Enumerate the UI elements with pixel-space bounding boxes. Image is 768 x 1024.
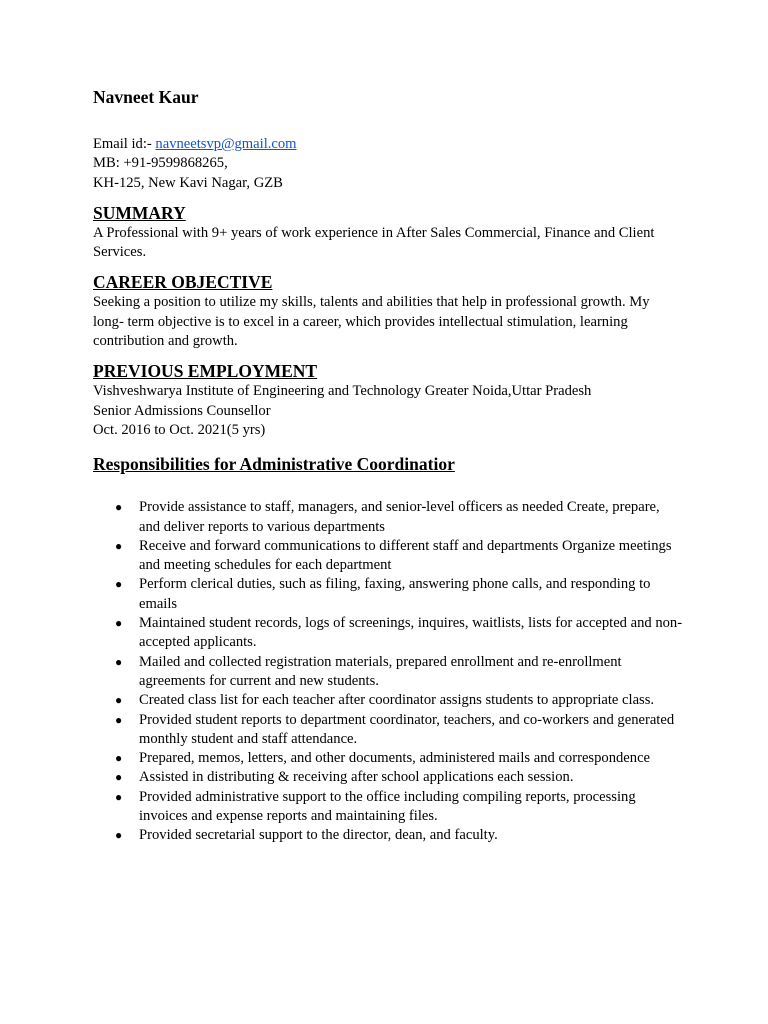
list-item-text: Receive and forward communications to different staff and departments Organize meetings and meeting schedules for each department (139, 537, 672, 574)
bullet-icon: ● (115, 789, 123, 804)
list-item-text: Prepared, memos, letters, and other documents, administered mails and correspondence (139, 750, 651, 767)
list-item (93, 498, 683, 537)
email-line (93, 135, 683, 154)
contact-block (93, 135, 683, 193)
candidate-name: Navneet Kaur (93, 87, 199, 107)
list-item (93, 711, 683, 750)
list-item (93, 614, 683, 653)
career-objective-heading: CAREER OBJECTIVE (93, 272, 273, 293)
address: KH-125, New Kavi Nagar, GZB (93, 174, 283, 191)
employer-name: Vishveshwarya Institute of Engineering and Technology Greater Noida,Uttar Pradesh (93, 383, 592, 400)
list-item (93, 537, 683, 576)
bullet-icon: ● (115, 828, 123, 843)
bullet-icon: ● (115, 616, 123, 631)
email-label: Email id:- (93, 136, 156, 152)
list-item (93, 749, 683, 768)
bullet-icon: ● (115, 654, 123, 669)
list-item (93, 788, 683, 827)
list-item (93, 826, 683, 845)
list-item (93, 691, 683, 710)
list-item-text: Provided secretarial support to the director, dean, and faculty. (139, 827, 498, 844)
list-item-text: Provided student reports to department coordinator, teachers, and co-workers and generated monthly student and staff attendance. (139, 711, 675, 747)
summary-text: A Professional with 9+ years of work experience in After Sales Commercial, Finance and Client Services. (93, 224, 655, 261)
list-item (93, 768, 683, 787)
bullet-icon: ● (115, 577, 123, 592)
job-role: Senior Admissions Counsellor (93, 402, 271, 419)
bullet-icon: ● (115, 751, 123, 766)
bullet-icon: ● (115, 693, 123, 708)
list-item (93, 653, 683, 692)
resume-document (93, 86, 683, 846)
responsibilities-list (93, 498, 683, 845)
bullet-icon: ● (115, 770, 123, 785)
bullet-icon: ● (115, 538, 123, 553)
list-item-text: Maintained student records, logs of screenings, inquires, waitlists, lists for accepted and non-accepted applicants. (139, 615, 683, 651)
bullet-icon: ● (115, 500, 123, 515)
summary-heading: SUMMARY (93, 202, 186, 223)
mobile-number: MB: +91-9599868265, (93, 155, 228, 172)
list-item-text: Mailed and collected registration materials, prepared enrollment and re-enrollment agreements for current and new students. (139, 653, 622, 689)
list-item-text: Provide assistance to staff, managers, and senior-level officers as needed Create, prepare, and deliver reports to various departments (139, 499, 660, 535)
list-item-text: Provided administrative support to the office including compiling reports, processing invoices and expense reports and maintaining files. (139, 788, 636, 825)
previous-employment-heading: PREVIOUS EMPLOYMENT (93, 361, 318, 382)
list-item-text: Assisted in distributing & receiving after school applications each session. (139, 769, 574, 786)
email-link[interactable]: navneetsvp@gmail.com (155, 136, 297, 152)
responsibilities-heading: Responsibilities for Administrative Coordinatior (93, 454, 455, 475)
list-item-text: Perform clerical duties, such as filing, faxing, answering phone calls, and responding to emails (139, 576, 651, 612)
bullet-icon: ● (115, 712, 123, 727)
list-item (93, 575, 683, 614)
employment-period: Oct. 2016 to Oct. 2021(5 yrs) (93, 421, 266, 438)
career-objective-text: Seeking a position to utilize my skills, talents and abilities that help in professional growth. My long- term objective is to excel in a career, which provides intellectual stimulation, learning contribution and growth. (93, 294, 650, 350)
list-item-text: Created class list for each teacher after coordinator assigns students to appropriate class. (139, 692, 655, 709)
